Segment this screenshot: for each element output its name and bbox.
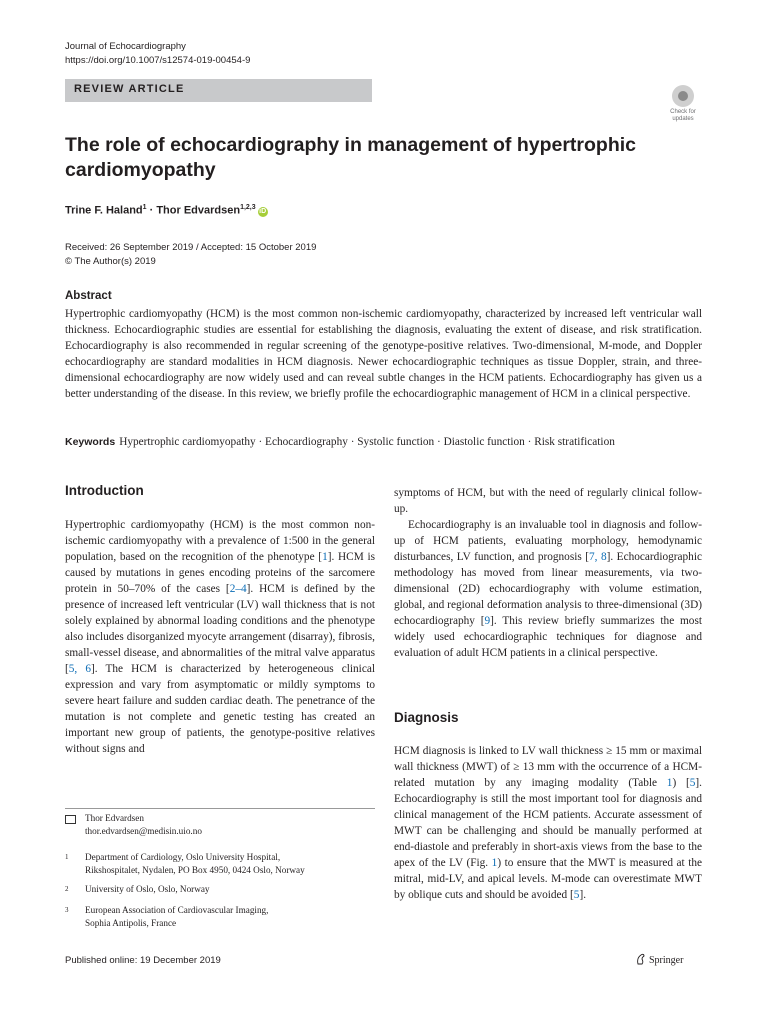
keywords [65,436,705,448]
received-accepted-dates: Received: 26 September 2019 / Accepted: 15 October 2019 [65,242,317,253]
mail-icon [65,815,76,824]
publisher-name: Springer [649,955,684,966]
author-name[interactable]: Trine F. Haland [65,204,143,217]
affiliation-number: 1 [65,853,69,861]
check-for-updates-badge[interactable] [665,85,701,123]
affiliation-line: University of Oslo, Oslo, Norway [85,884,210,894]
doi-link[interactable]: https://doi.org/10.1007/s12574-019-00454-9 [65,55,251,66]
contact-email[interactable]: thor.edvardsen@medisin.uio.no [85,826,202,836]
paragraph: Echocardiography is an invaluable tool in diagnosis and follow-up of HCM patients, evaluating morphology, hemodynamic disturbances, LV function, and prognosis [7, 8]. Echocardiographic methodology has moved from linear measurements, via two-dimensional (2D) echocardiography with volume estimation, global, and regional deformation analysis to three-dimensional (3D) echocardiography [9]. This review briefly summarizes the most widely used echocardiographic techniques for diagnose and evaluation of adult HCM patients in a clinical perspective. [394,519,702,659]
diagnosis-heading: Diagnosis [394,710,459,725]
footnote-divider [65,808,375,809]
citation-link[interactable]: 1 [322,551,328,563]
springer-horse-icon [636,953,646,965]
author-separator: · [146,204,157,217]
citation-link[interactable]: 5 [573,889,580,901]
article-type-label: REVIEW ARTICLE [74,83,185,95]
citation-link[interactable]: 2–4 [229,583,247,595]
figure-link[interactable]: 1 [491,857,498,869]
corresponding-author [65,812,375,838]
affiliation-marker: 1,2,3 [240,204,256,211]
affiliation-number: 3 [65,906,69,914]
affiliation-number: 2 [65,885,69,893]
paragraph: HCM diagnosis is linked to LV wall thickness ≥ 15 mm or maximal wall thickness (MWT) of ≥ 13 mm with the occurrence of a HCM-related mutation by any imaging modality (Table 1) [5]. Echocardiography is still the most important tool for diagnosis and clinical management of the HCM patients. Accurate assessment of MWT can be challenging and should be manually performed at end-diastole and preferably in short-axis views from the base to the apex of the LV (Fig. 1) to ensure that the MWT is measured at the mitral, mid-LV, and apical levels. M-mode can overestimate MWT by oblique cuts and should be avoided [5]. [394,745,702,901]
citation-link[interactable]: 9 [484,615,491,627]
affiliation-line: Department of Cardiology, Oslo University Hospital, [85,852,281,862]
published-online-date: Published online: 19 December 2019 [65,955,221,966]
article-title: The role of echocardiography in management of hypertrophic cardiomyopathy [65,134,637,181]
copyright-notice: © The Author(s) 2019 [65,256,156,267]
check-updates-icon [672,85,694,107]
author-list [65,204,268,217]
paragraph: symptoms of HCM, but with the need of regularly clinical follow-up. [394,487,702,515]
author-name[interactable]: Thor Edvardsen [156,204,241,217]
citation-link[interactable]: 5 [689,777,696,789]
paragraph: Hypertrophic cardiomyopathy (HCM) is the most common non-ischemic cardiomyopathy with a prevalence of 1:500 in the general population, based on the recognition of the phenotype [1]. HCM is caused by mutations in genes encoding proteins of the sarcomere protein in 50–70% of the cases [2–4]. HCM is defined by the presence of increased left ventricular (LV) wall thickness that is not solely explained by abnormal loading conditions and the phenotype also includes disorganized myocyte arrangement (disarray), fibrosis, small-vessel disease, and abnormalities of the mitral valve apparatus [5, 6]. The HCM is characterized by heterogeneous clinical expression and vary from asymptomatic or mildly symptoms to severe heart failure and sudden cardiac death. The penetrance of the mutation is not complete and genetic testing has created an important new group of patients, the genotype-positive relatives without signs and [65,519,375,755]
journal-name: Journal of Echocardiography [65,41,186,52]
abstract-text: Hypertrophic cardiomyopathy (HCM) is the most common non-ischemic cardiomyopathy, characterized by increased left ventricular wall thickness. Echocardiographic studies are essential for establishing the diagnosis, evaluating the extent of disease, and risk stratification. Echocardiography is also recommended in regular screening of the genotype-positive relatives. Two-dimensional, M-mode, and Doppler echocardiography are standard modalities in HCM diagnosis. Newer echocardiographic techniques as tissue Doppler, strain, and three-dimensional echocardiography are now widely used and can reveal subtle changes in the HCM patients. Echocardiography has given us a better understanding of the disease. In this review, we briefly profile the echocardiographic management of HCM in a clinical perspective. [65,308,702,400]
citation-link[interactable]: 7, 8 [589,551,607,563]
table-link[interactable]: 1 [666,777,673,789]
article-type-banner [65,79,372,102]
affiliation-3 [65,904,375,930]
orcid-icon[interactable]: iD [259,207,267,215]
affiliation-marker: 1 [142,204,147,211]
introduction-heading: Introduction [65,483,144,498]
contact-name: Thor Edvardsen [85,813,144,823]
abstract-heading: Abstract [65,290,112,302]
check-updates-label: Check for updates [670,109,696,122]
publisher-logo [636,953,683,966]
affiliation-line: European Association of Cardiovascular Imaging, [85,905,269,915]
right-column-body [394,485,702,661]
article-dates [65,241,316,269]
keywords-list: Hypertrophic cardiomyopathy · Echocardiography · Systolic function · Diastolic function · Risk stratification [119,436,615,448]
diagnosis-body [394,743,702,903]
keywords-label: Keywords [65,436,116,448]
journal-header [65,40,250,68]
affiliation-1 [65,851,375,877]
affiliation-line: Sophia Antipolis, France [85,918,177,928]
introduction-body [65,517,375,757]
affiliation-2 [65,883,375,896]
citation-link[interactable]: 5, 6 [68,663,91,675]
affiliation-line: Rikshospitalet, Nydalen, PO Box 4950, 0424 Oslo, Norway [85,865,305,875]
